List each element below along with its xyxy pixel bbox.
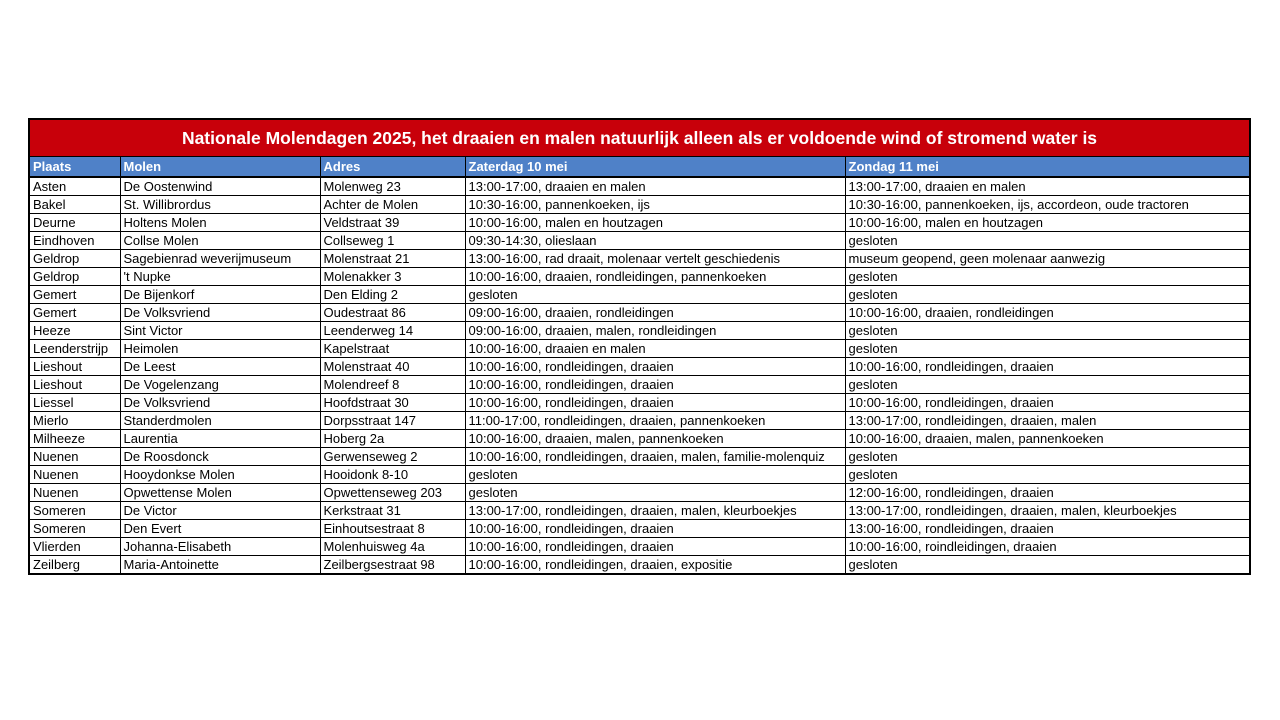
cell-molen: Sint Victor bbox=[120, 322, 320, 340]
cell-adres: Hoberg 2a bbox=[320, 430, 465, 448]
cell-adres: Molenakker 3 bbox=[320, 268, 465, 286]
cell-zaterdag: 10:00-16:00, rondleidingen, draaien, expositie bbox=[465, 556, 845, 574]
schedule-table bbox=[30, 157, 1249, 573]
cell-plaats: Lieshout bbox=[30, 358, 120, 376]
cell-zaterdag: 10:00-16:00, rondleidingen, draaien bbox=[465, 376, 845, 394]
cell-adres: Molenhuisweg 4a bbox=[320, 538, 465, 556]
sheet-title: Nationale Molendagen 2025, het draaien en malen natuurlijk alleen als er voldoende wind of stromend water is bbox=[30, 120, 1249, 157]
cell-adres: Veldstraat 39 bbox=[320, 214, 465, 232]
header-plaats: Plaats bbox=[30, 157, 120, 177]
header-zaterdag: Zaterdag 10 mei bbox=[465, 157, 845, 177]
cell-plaats: Mierlo bbox=[30, 412, 120, 430]
cell-plaats: Gemert bbox=[30, 286, 120, 304]
cell-zaterdag: 10:30-16:00, pannenkoeken, ijs bbox=[465, 196, 845, 214]
cell-zondag: 13:00-17:00, rondleidingen, draaien, malen, kleurboekjes bbox=[845, 502, 1249, 520]
cell-plaats: Nuenen bbox=[30, 448, 120, 466]
table-row bbox=[30, 484, 1249, 502]
cell-molen: 't Nupke bbox=[120, 268, 320, 286]
cell-adres: Hoofdstraat 30 bbox=[320, 394, 465, 412]
cell-molen: De Victor bbox=[120, 502, 320, 520]
cell-zondag: gesloten bbox=[845, 286, 1249, 304]
cell-adres: Kerkstraat 31 bbox=[320, 502, 465, 520]
cell-zaterdag: 10:00-16:00, draaien en malen bbox=[465, 340, 845, 358]
cell-zondag: gesloten bbox=[845, 340, 1249, 358]
cell-zaterdag: 10:00-16:00, rondleidingen, draaien bbox=[465, 520, 845, 538]
cell-plaats: Heeze bbox=[30, 322, 120, 340]
cell-plaats: Eindhoven bbox=[30, 232, 120, 250]
cell-zaterdag: 11:00-17:00, rondleidingen, draaien, pannenkoeken bbox=[465, 412, 845, 430]
cell-adres: Einhoutsestraat 8 bbox=[320, 520, 465, 538]
cell-zaterdag: 10:00-16:00, draaien, rondleidingen, pannenkoeken bbox=[465, 268, 845, 286]
cell-plaats: Vlierden bbox=[30, 538, 120, 556]
table-row bbox=[30, 520, 1249, 538]
cell-zaterdag: 09:00-16:00, draaien, rondleidingen bbox=[465, 304, 845, 322]
cell-zondag: 13:00-17:00, rondleidingen, draaien, malen bbox=[845, 412, 1249, 430]
cell-zondag: 10:00-16:00, rondleidingen, draaien bbox=[845, 358, 1249, 376]
table-row bbox=[30, 322, 1249, 340]
cell-plaats: Nuenen bbox=[30, 484, 120, 502]
table-row bbox=[30, 250, 1249, 268]
cell-zondag: 10:00-16:00, draaien, rondleidingen bbox=[845, 304, 1249, 322]
cell-zondag: 13:00-17:00, draaien en malen bbox=[845, 177, 1249, 196]
cell-zondag: 12:00-16:00, rondleidingen, draaien bbox=[845, 484, 1249, 502]
cell-zondag: gesloten bbox=[845, 322, 1249, 340]
cell-adres: Hooidonk 8-10 bbox=[320, 466, 465, 484]
cell-zaterdag: gesloten bbox=[465, 484, 845, 502]
cell-zondag: gesloten bbox=[845, 466, 1249, 484]
table-row bbox=[30, 430, 1249, 448]
table-row bbox=[30, 538, 1249, 556]
cell-adres: Zeilbergsestraat 98 bbox=[320, 556, 465, 574]
cell-adres: Opwettenseweg 203 bbox=[320, 484, 465, 502]
header-adres: Adres bbox=[320, 157, 465, 177]
table-row bbox=[30, 466, 1249, 484]
header-zondag: Zondag 11 mei bbox=[845, 157, 1249, 177]
cell-adres: Molenweg 23 bbox=[320, 177, 465, 196]
cell-zondag: 10:00-16:00, roindleidingen, draaien bbox=[845, 538, 1249, 556]
cell-adres: Molendreef 8 bbox=[320, 376, 465, 394]
cell-zaterdag: gesloten bbox=[465, 286, 845, 304]
cell-plaats: Lieshout bbox=[30, 376, 120, 394]
cell-plaats: Zeilberg bbox=[30, 556, 120, 574]
cell-zondag: gesloten bbox=[845, 268, 1249, 286]
cell-plaats: Milheeze bbox=[30, 430, 120, 448]
cell-plaats: Bakel bbox=[30, 196, 120, 214]
cell-molen: Opwettense Molen bbox=[120, 484, 320, 502]
cell-zondag: 10:00-16:00, draaien, malen, pannenkoeken bbox=[845, 430, 1249, 448]
table-row bbox=[30, 394, 1249, 412]
cell-plaats: Nuenen bbox=[30, 466, 120, 484]
table-row bbox=[30, 556, 1249, 574]
cell-molen: Heimolen bbox=[120, 340, 320, 358]
cell-adres: Dorpsstraat 147 bbox=[320, 412, 465, 430]
cell-molen: De Roosdonck bbox=[120, 448, 320, 466]
cell-adres: Oudestraat 86 bbox=[320, 304, 465, 322]
cell-adres: Molenstraat 40 bbox=[320, 358, 465, 376]
cell-molen: Hooydonkse Molen bbox=[120, 466, 320, 484]
table-row bbox=[30, 412, 1249, 430]
cell-zaterdag: 10:00-16:00, rondleidingen, draaien bbox=[465, 538, 845, 556]
cell-zondag: 13:00-16:00, rondleidingen, draaien bbox=[845, 520, 1249, 538]
cell-zondag: gesloten bbox=[845, 232, 1249, 250]
table-row bbox=[30, 502, 1249, 520]
cell-plaats: Leenderstrijp bbox=[30, 340, 120, 358]
cell-zondag: gesloten bbox=[845, 376, 1249, 394]
table-row bbox=[30, 286, 1249, 304]
cell-zaterdag: 09:00-16:00, draaien, malen, rondleidingen bbox=[465, 322, 845, 340]
cell-plaats: Asten bbox=[30, 177, 120, 196]
table-row bbox=[30, 232, 1249, 250]
table-row bbox=[30, 196, 1249, 214]
cell-adres: Leenderweg 14 bbox=[320, 322, 465, 340]
table-row bbox=[30, 448, 1249, 466]
cell-zaterdag: 13:00-17:00, draaien en malen bbox=[465, 177, 845, 196]
cell-plaats: Deurne bbox=[30, 214, 120, 232]
table-row bbox=[30, 268, 1249, 286]
table-row bbox=[30, 340, 1249, 358]
cell-adres: Den Elding 2 bbox=[320, 286, 465, 304]
table-row bbox=[30, 177, 1249, 196]
cell-molen: De Leest bbox=[120, 358, 320, 376]
table-row bbox=[30, 358, 1249, 376]
cell-plaats: Geldrop bbox=[30, 250, 120, 268]
cell-zaterdag: 10:00-16:00, draaien, malen, pannenkoeken bbox=[465, 430, 845, 448]
table-row bbox=[30, 376, 1249, 394]
cell-molen: Holtens Molen bbox=[120, 214, 320, 232]
cell-zaterdag: 13:00-17:00, rondleidingen, draaien, malen, kleurboekjes bbox=[465, 502, 845, 520]
cell-plaats: Geldrop bbox=[30, 268, 120, 286]
cell-zondag: 10:00-16:00, rondleidingen, draaien bbox=[845, 394, 1249, 412]
cell-molen: Johanna-Elisabeth bbox=[120, 538, 320, 556]
cell-adres: Gerwenseweg 2 bbox=[320, 448, 465, 466]
cell-zondag: museum geopend, geen molenaar aanwezig bbox=[845, 250, 1249, 268]
cell-molen: Standerdmolen bbox=[120, 412, 320, 430]
cell-molen: Maria-Antoinette bbox=[120, 556, 320, 574]
cell-molen: Sagebienrad weverijmuseum bbox=[120, 250, 320, 268]
cell-adres: Achter de Molen bbox=[320, 196, 465, 214]
cell-adres: Molenstraat 21 bbox=[320, 250, 465, 268]
cell-plaats: Liessel bbox=[30, 394, 120, 412]
cell-plaats: Someren bbox=[30, 520, 120, 538]
cell-plaats: Someren bbox=[30, 502, 120, 520]
cell-zaterdag: 10:00-16:00, rondleidingen, draaien bbox=[465, 358, 845, 376]
cell-molen: Den Evert bbox=[120, 520, 320, 538]
cell-zondag: gesloten bbox=[848, 557, 898, 572]
header-row bbox=[30, 157, 1249, 177]
cell-molen: De Volksvriend bbox=[120, 394, 320, 412]
cell-zondag: 10:00-16:00, malen en houtzagen bbox=[845, 214, 1249, 232]
cell-zaterdag: 10:00-16:00, malen en houtzagen bbox=[465, 214, 845, 232]
cell-zaterdag: 10:00-16:00, rondleidingen, draaien bbox=[465, 394, 845, 412]
cell-adres: Kapelstraat bbox=[320, 340, 465, 358]
cell-molen: De Vogelenzang bbox=[120, 376, 320, 394]
table-row bbox=[30, 214, 1249, 232]
cell-adres: Collseweg 1 bbox=[320, 232, 465, 250]
cell-molen: De Volksvriend bbox=[120, 304, 320, 322]
cell-zaterdag: 13:00-16:00, rad draait, molenaar vertelt geschiedenis bbox=[465, 250, 845, 268]
cell-zaterdag: 10:00-16:00, rondleidingen, draaien, malen, familie-molenquiz bbox=[465, 448, 845, 466]
cell-molen: De Oostenwind bbox=[120, 177, 320, 196]
cell-molen: De Bijenkorf bbox=[120, 286, 320, 304]
table-row bbox=[30, 304, 1249, 322]
cell-plaats: Gemert bbox=[30, 304, 120, 322]
cell-zondag: gesloten bbox=[845, 448, 1249, 466]
cell-zondag: 10:30-16:00, pannenkoeken, ijs, accordeon, oude tractoren bbox=[845, 196, 1249, 214]
cell-molen: Laurentia bbox=[120, 430, 320, 448]
cell-molen: Collse Molen bbox=[120, 232, 320, 250]
header-molen: Molen bbox=[120, 157, 320, 177]
molendagen-sheet bbox=[28, 118, 1251, 575]
cell-zaterdag: 09:30-14:30, olieslaan bbox=[465, 232, 845, 250]
cell-molen: St. Willibrordus bbox=[120, 196, 320, 214]
cell-zaterdag: gesloten bbox=[465, 466, 845, 484]
